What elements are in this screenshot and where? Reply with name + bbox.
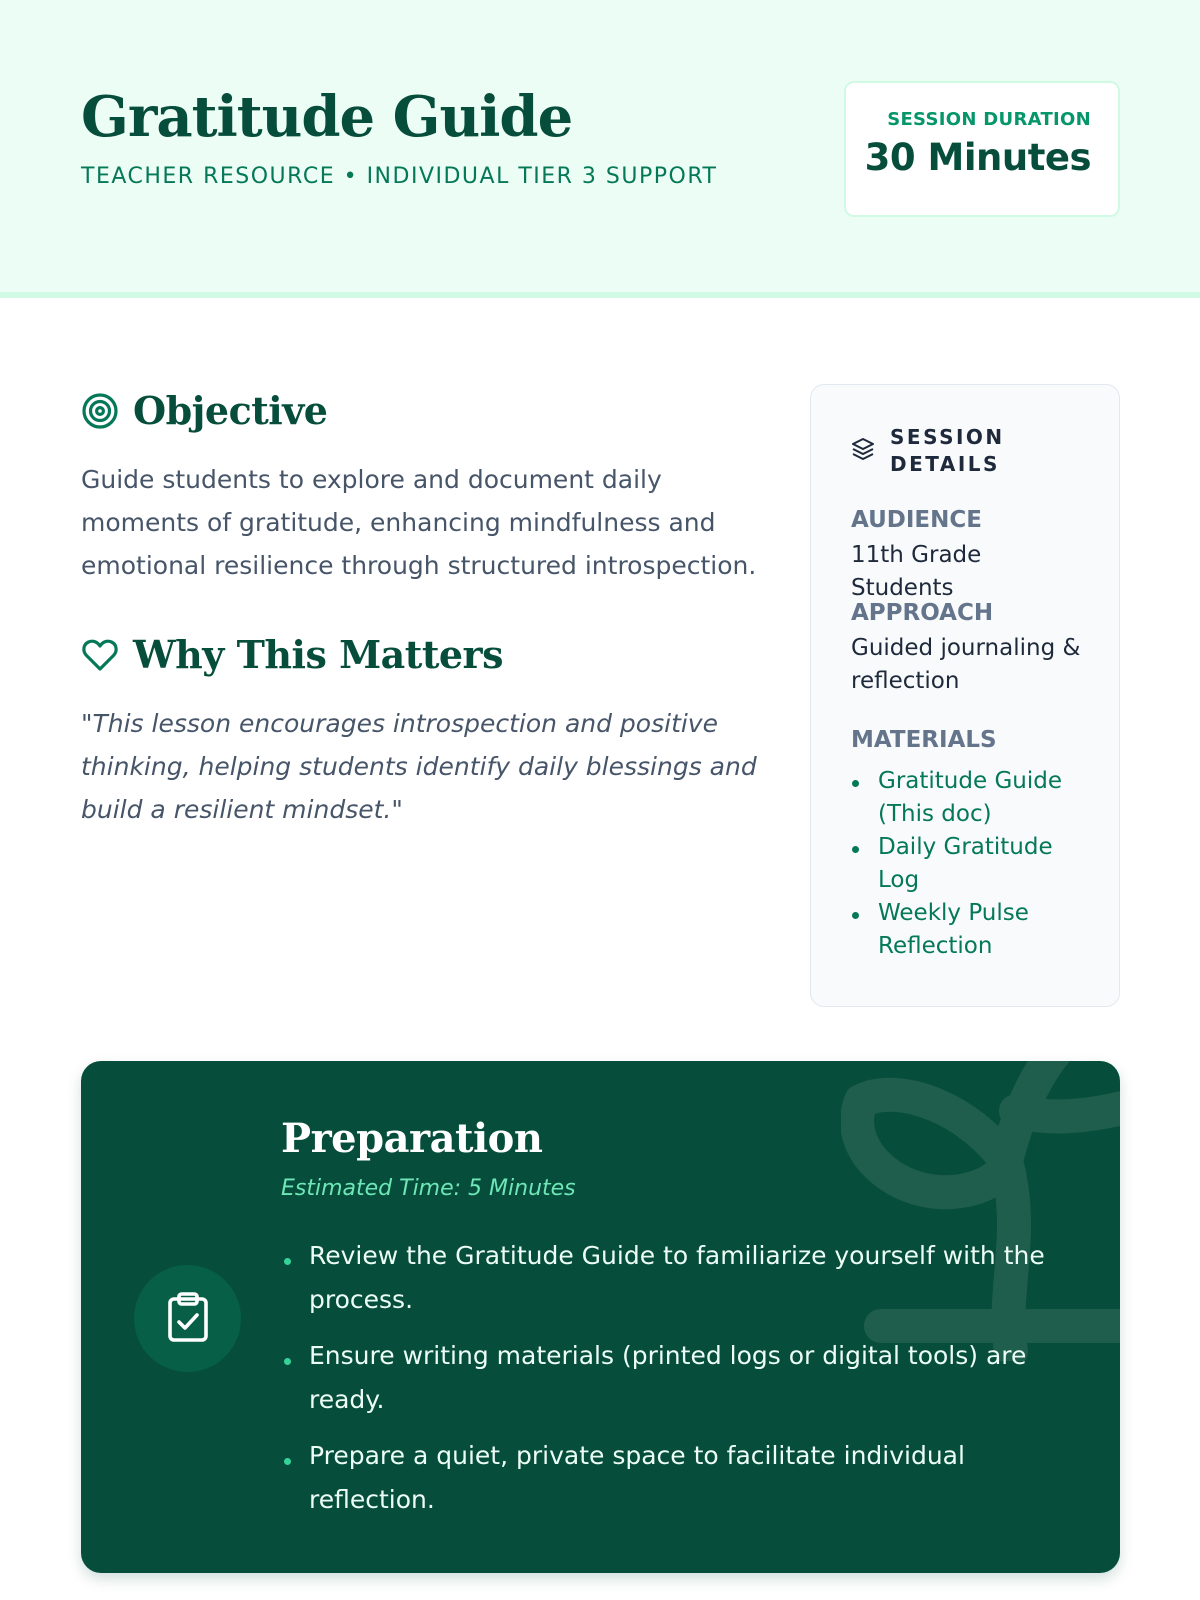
page-header: [0, 0, 1200, 298]
session-details-heading: SESSION DETAILS: [890, 425, 1005, 476]
objective-heading: Objective: [133, 388, 328, 433]
page-subtitle: TEACHER RESOURCE • INDIVIDUAL TIER 3 SUPPORT: [81, 164, 718, 189]
list-item: Ensure writing materials (printed logs or digital tools) are ready.: [281, 1334, 1061, 1422]
why-heading: Why This Matters: [133, 632, 503, 677]
session-duration-card: [844, 81, 1120, 217]
materials-list: [851, 765, 1091, 963]
list-item: Prepare a quiet, private space to facilitate individual reflection.: [281, 1434, 1061, 1522]
preparation-list: [281, 1234, 1061, 1534]
list-item: Daily Gratitude Log: [851, 831, 1091, 897]
heart-icon: [81, 636, 119, 674]
materials-label: MATERIALS: [851, 727, 997, 753]
approach-label: APPROACH: [851, 600, 994, 626]
session-duration-label: SESSION DURATION: [887, 109, 1091, 130]
audience-label: AUDIENCE: [851, 507, 982, 533]
objective-heading-row: [81, 388, 327, 433]
session-details-heading-row: [850, 424, 1010, 478]
audience-value: 11th Grade Students: [851, 542, 982, 601]
target-icon: [81, 392, 119, 430]
approach-value: Guided journaling & reflection: [851, 635, 1081, 694]
page-title: Gratitude Guide: [81, 84, 573, 150]
preparation-card: [81, 1061, 1120, 1573]
why-quote: "This lesson encourages introspection and positive thinking, helping students identify daily blessings and build a resilient mindset.": [81, 709, 757, 824]
layers-icon: [850, 436, 876, 466]
preparation-estimated-time: Estimated Time: 5 Minutes: [281, 1176, 576, 1201]
list-item: Gratitude Guide (This doc): [851, 765, 1091, 831]
clipboard-check-icon: [165, 1291, 211, 1347]
list-item: Weekly Pulse Reflection: [851, 897, 1091, 963]
preparation-icon-badge: [134, 1265, 241, 1372]
session-duration-value: 30 Minutes: [864, 136, 1091, 179]
list-item: Review the Gratitude Guide to familiarize yourself with the process.: [281, 1234, 1061, 1322]
why-heading-row: [81, 632, 503, 677]
preparation-title: Preparation: [281, 1115, 543, 1162]
objective-text: Guide students to explore and document daily moments of gratitude, enhancing mindfulness and emotional resilience through structured introspection.: [81, 465, 757, 580]
